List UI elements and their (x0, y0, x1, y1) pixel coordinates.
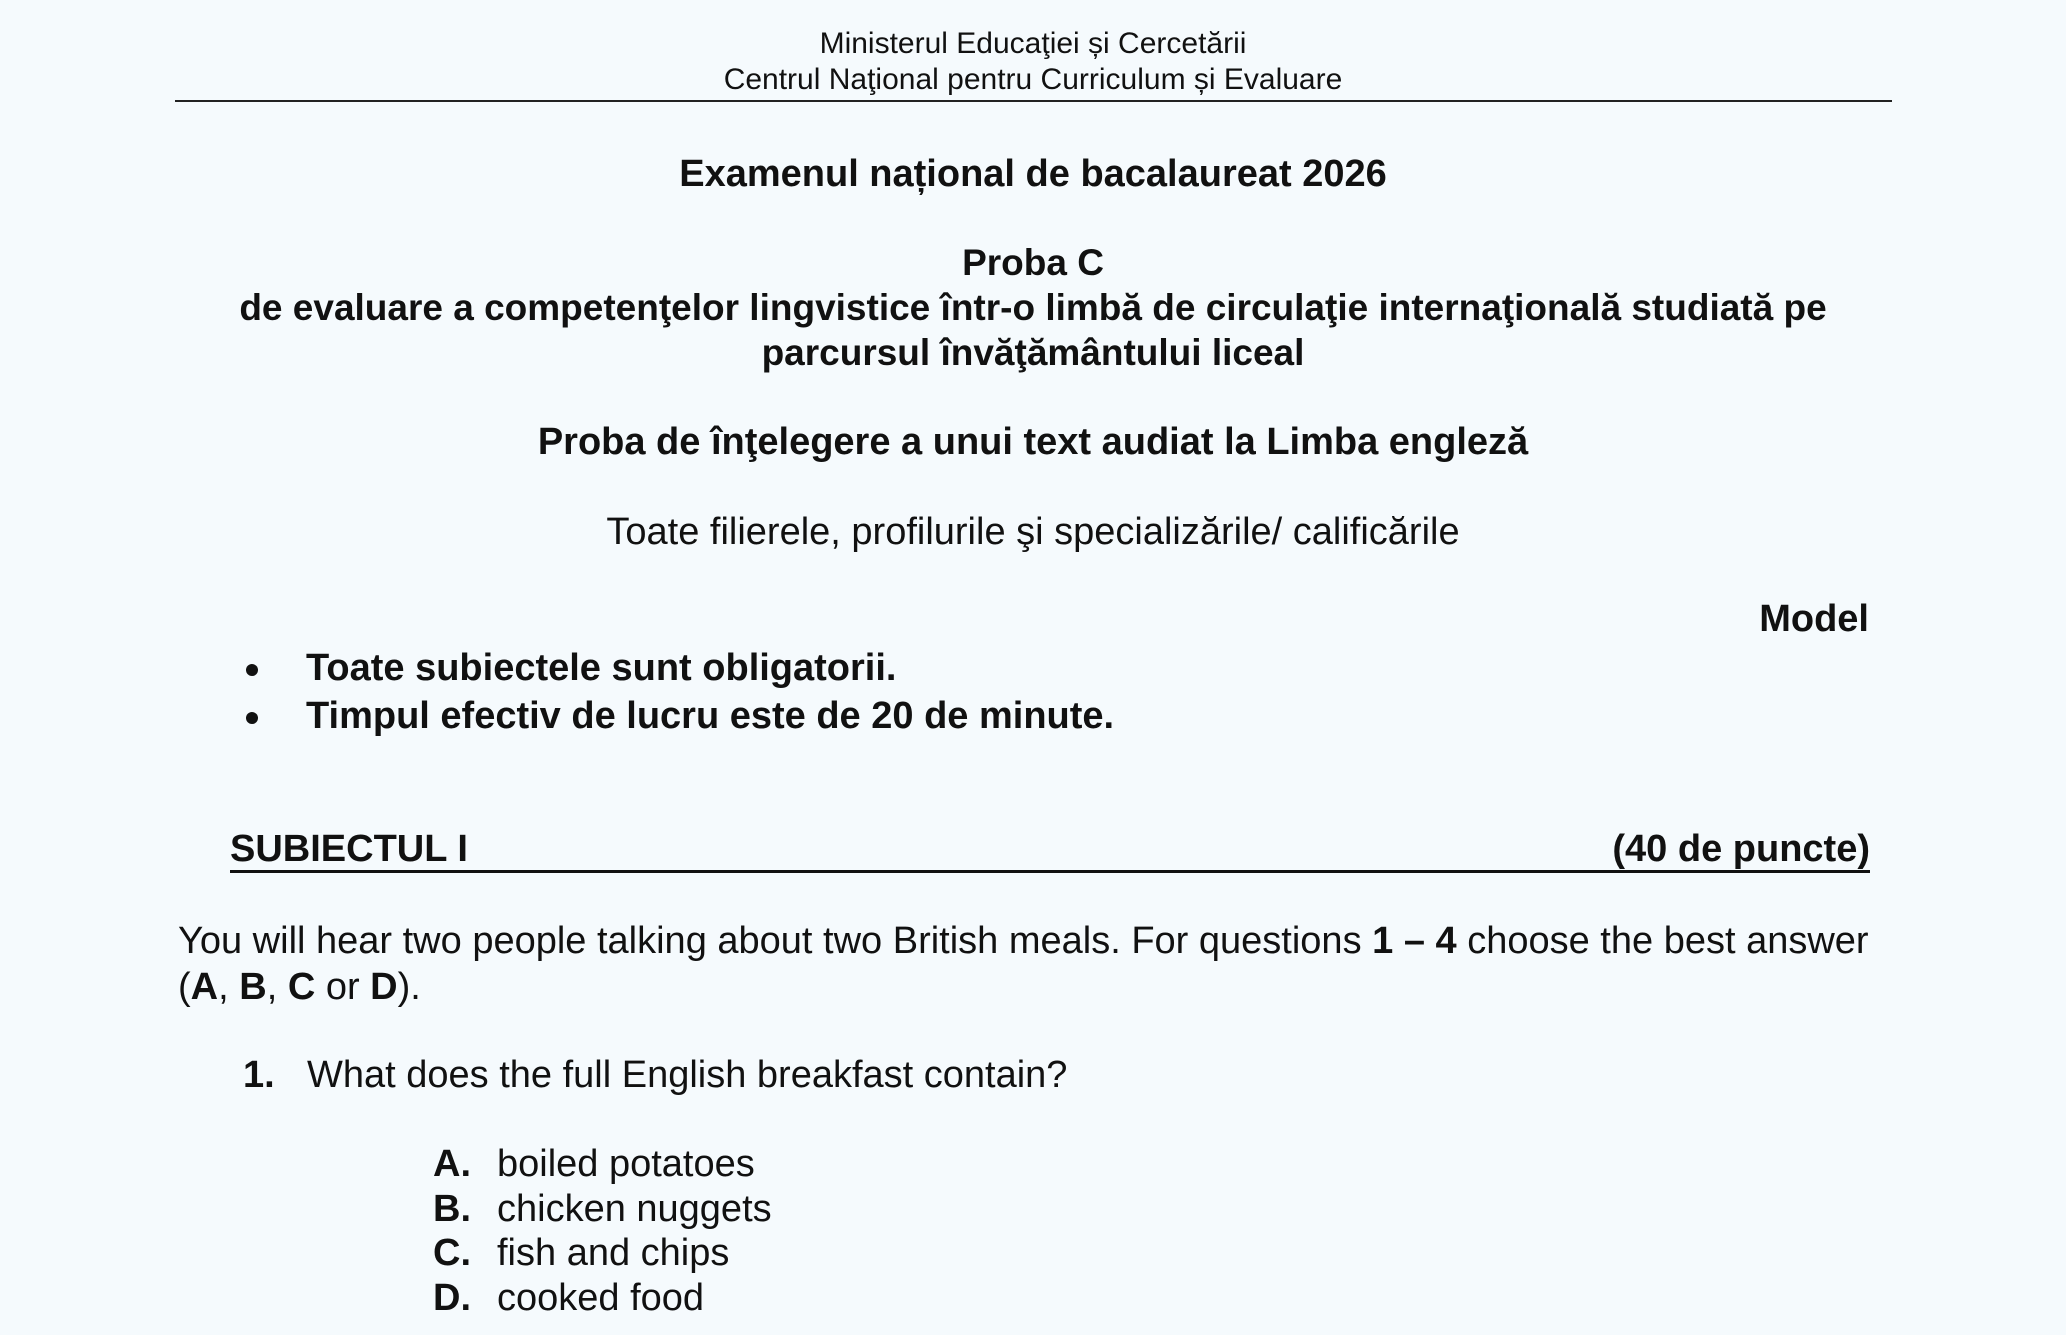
exam-title: Examenul național de bacalaureat 2026 (679, 153, 1387, 195)
ministry-name: Ministerul Educaţiei și Cercetării (819, 27, 1247, 60)
proba-block (0, 240, 2066, 375)
rule-item: Toate subiectele sunt obligatorii. (230, 644, 1114, 692)
proba-description-line1: de evaluare a competenţelor lingvistice într-o limbă de circulaţie internaţională studiată pe (239, 287, 1827, 328)
option-a: A. boiled potatoes (433, 1143, 755, 1185)
tracks-line: Toate filierele, profilurile şi specializările/ calificările (606, 511, 1460, 553)
center-name: Centrul Naţional pentru Curriculum și Evaluare (723, 63, 1343, 96)
subject-points: (40 de puncte) (1612, 828, 1870, 870)
rule-item: Timpul efectiv de lucru este de 20 de minute. (230, 692, 1114, 740)
subject-name: SUBIECTUL I (230, 828, 468, 870)
subject-heading (230, 826, 1870, 873)
option-c: C. fish and chips (433, 1232, 730, 1274)
question-number: 1. (243, 1054, 275, 1096)
option-d: D. cooked food (433, 1276, 705, 1319)
header-divider (175, 100, 1892, 102)
question-1 (243, 1052, 1067, 1098)
instructions: You will hear two people talking about two British meals. For questions 1 – 4 choose the best answer (A, B, C or D). (178, 920, 1869, 1008)
model-label: Model (1759, 598, 1869, 640)
bullet-icon (246, 712, 258, 724)
question-text: What does the full English breakfast contain? (307, 1054, 1068, 1096)
listening-test-title: Proba de înţelegere a unui text audiat la Limba engleză (537, 421, 1529, 463)
rules-list (230, 644, 1114, 740)
option-b: B. chicken nuggets (433, 1187, 772, 1230)
proba-description-line2: parcursul învăţământului liceal (761, 332, 1305, 373)
answer-options (433, 1142, 772, 1320)
bullet-icon (246, 664, 258, 676)
proba-title: Proba C (962, 242, 1104, 283)
